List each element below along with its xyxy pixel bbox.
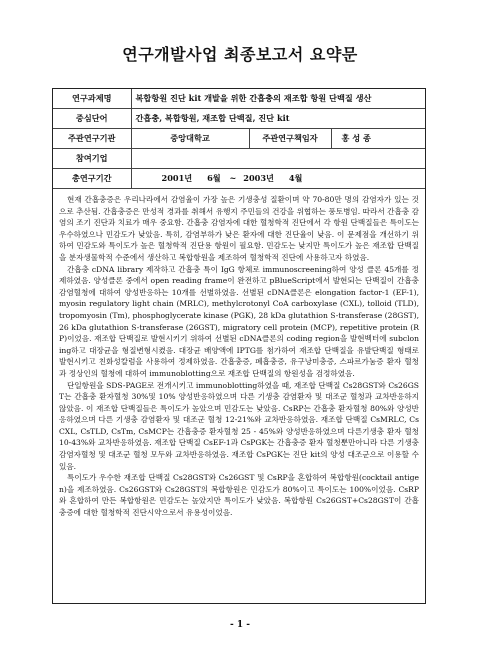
period-start-month: 6월 <box>207 173 221 183</box>
period-value <box>131 169 425 189</box>
summary-body <box>53 189 425 519</box>
keywords-value: 간흡충, 복합항원, 재조합 단백질, 진단 kit <box>131 109 425 129</box>
participant-label: 참여기업 <box>53 149 131 169</box>
period-start-year: 2001년 <box>161 173 193 183</box>
meta-table <box>53 89 425 189</box>
period-end-month: 4월 <box>288 173 303 183</box>
org-label: 주관연구기관 <box>53 129 131 149</box>
org-value: 중앙대학교 <box>131 129 249 149</box>
project-label: 연구과제명 <box>53 89 131 109</box>
keywords-label: 중심단어 <box>53 109 131 129</box>
paragraph-background: 현재 간흡충증은 우리나라에서 감염율이 가장 높은 기생충성 질환이며 약 70-80만 명의 감염자가 있는 것으로 추산됨. 간흡충증은 만성적 경과를 취해서 유행지 주민들의 건강을 위협하는 풍토병임. 따라서 간흡충 감염의 조기 진단과 치료가 매우 중요함. 간흡충 감염자에 대한 혈청학적 진단에서 각 항원 단백질들은 특이도는 우수하였으나 민감도가 낮았음. 특히, 감염부하가 낮은 환자에 대한 진단율이 낮음. 이 문제점을 개선하기 위하여 민감도와 특이도가 높은 혈청학적 진단용 항원이 필요함. 민감도는 낮지만 특이도가 높은 재조합 단백질을 분자생물학적 수준에서 생산하고 복합항원을 제조하여 혈청학적 진단에 사용하고자 하였음. <box>59 195 419 262</box>
meta-row-project <box>53 89 425 109</box>
meta-row-period <box>53 169 425 189</box>
page-number: - 1 - <box>230 620 250 630</box>
paragraph-conclusion: 특이도가 우수한 재조합 단백질 Cs28GST와 Cs26GST 및 CsRP을 혼합하여 복합항원(cocktail antigen)을 제조하였음. Cs26GST와 Cs28GST의 복합항원은 민감도가 80%이고 특이도는 100%이었음. CsRP와 혼합하여 만든 복합항원은 민감도는 높았지만 특이도가 낮았음. 복합항원 Cs26GST+Cs28GST이 간흡충증에 대한 혈청학적 진단시약으로서 유용성이었음. <box>59 473 419 518</box>
period-label: 총연구기간 <box>53 169 131 189</box>
project-value: 복합항원 진단 kit 개발을 위한 간흡충의 재조합 항원 단백질 생산 <box>131 89 425 109</box>
meta-row-participant <box>53 149 425 169</box>
meta-row-keywords <box>53 109 425 129</box>
page-title: 연구개발사업 최종보고서 요약문 <box>122 45 358 64</box>
period-end-year: 2003년 <box>243 173 274 183</box>
participant-value <box>131 149 425 169</box>
meta-row-org <box>53 129 425 149</box>
pi-value: 홍 성 종 <box>331 129 425 149</box>
period-separator: ~ <box>229 173 237 183</box>
pi-label: 주관연구책임자 <box>249 129 331 149</box>
paragraph-results: 단일항원을 SDS-PAGE로 전개시키고 immunoblotting하였을 때, 재조합 단백질 Cs28GST와 Cs26GST는 간흡충 환자혈청 30%및 10% 양성반응하였으며 다른 기생충 감염환자 및 대조군 혈청과 교차반응하지 않았음. 이 재조합 단백질들은 특이도가 높았으며 민감도는 낮았음. CsRP는 간흡충 환자혈청 80%와 양성반응하였으며 다른 기생충 감염환자 및 대조군 혈청 12-21%와 교차반응하였음. 재조합 단백질 CsMRLC, CsCXL, CsTLD, CsTm, CsMCP는 간흡충증 환자혈청 25 - 45%와 양성반응하였으며 다른기생충 환자 혈청 10-43%와 교차반응하였음. 재조합 단백질 CsEF-1과 CsPGK는 간흡충증 환자 혈청뿐만아니라 다른 기생충감염자혈청 및 대조군 혈청 모두와 교차반응하였음. 재조합 CsPGK는 진단 kit의 양성 대조군으로 이용할 수 있음. <box>59 380 419 471</box>
summary-frame <box>52 88 426 604</box>
paragraph-methods: 간흡충 cDNA library 제작하고 간흡충 특이 IgG 항체로 immunoscreening하여 양성 클론 45개를 정제하였음. 양성클론 중에서 open reading frame이 완전하고 pBlueScript에서 발현되는 단백질이 간흡충 감염혈청에 대하여 양성반응하는 10개를 선별하였음. 선별된 cDNA클론은 elongation factor-1 (EF-1), myosin regulatory light chain (MRLC), methylcrotonyl CoA carboxylase (CXL), tolloid (TLD), tropomyosin (Tm), phosphoglycerate kinase (PGK), 28 kDa glutathion S-transferase (28GST), 26 kDa glutathion S-transferase (26GST), migratory cell protein (MCP), repetitive protein (RP)이었음. 재조합 단백질로 발현시키기 위하여 선별된 cDNA클론의 coding region을 발현벡터에 subcloning하고 대장균을 형질변형시켰음. 대장균 배양액에 IPTG를 첨가하여 재조합 단백질을 유발단백질 형태로 발현시키고 친화성칼럼을 사용하여 정제하였음. 간흡충증, 폐흡충증, 유구낭미충증, 스파르가눔증 환자 혈청과 정상인의 혈청에 대하여 immunoblotting으로 재조합 단백질의 항원성을 검정하였음. <box>59 264 419 378</box>
